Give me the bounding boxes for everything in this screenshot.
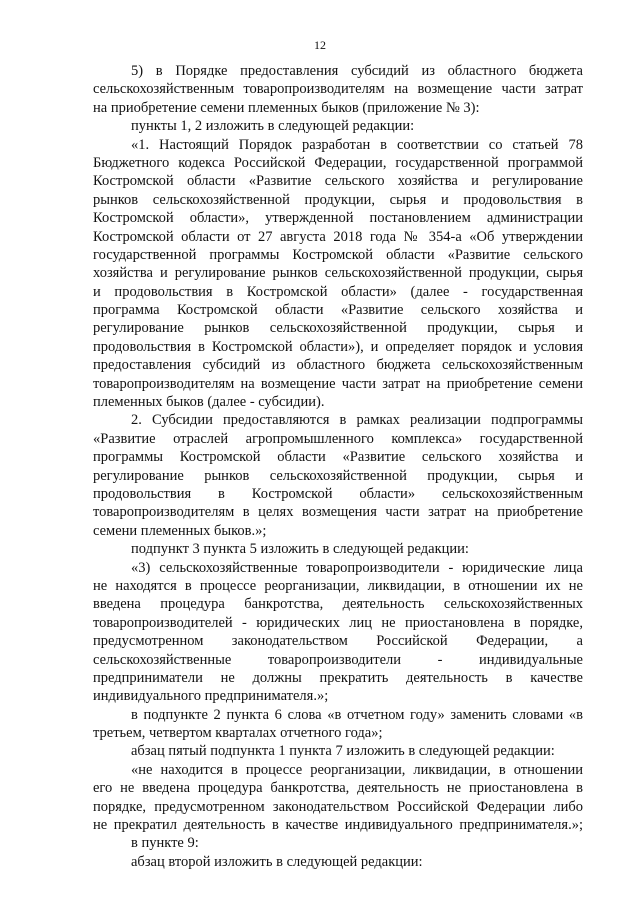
text-line: не находятся в процессе реорганизации, ликвидации, в отношении их не — [93, 577, 583, 594]
text-line: «1. Настоящий Порядок разработан в соответствии со статьей 78 — [131, 136, 583, 153]
text-line: 2. Субсидии предоставляются в рамках реализации подпрограммы — [131, 412, 583, 429]
text-line: товаропроизводителям в целях возмещения части затрат на приобретение — [93, 504, 583, 521]
text-line: в подпункте 2 пункта 6 слова «в отчетном году» заменить словами «в — [131, 706, 583, 723]
text-line: индивидуального предпринимателя.»; — [93, 688, 329, 705]
text-line: регулирование рынков сельскохозяйственной продукции, сырья и — [93, 467, 583, 484]
text-line: регулирование рынков сельскохозяйственной продукции, сырья и — [93, 320, 583, 337]
text-line: 5) в Порядке предоставления субсидий из областного бюджета — [131, 63, 583, 79]
text-line: подпункт 3 пункта 5 изложить в следующей редакции: — [131, 541, 469, 558]
text-line: введена процедура банкротства, деятельность сельскохозяйственных — [93, 596, 583, 613]
text-line: продовольствия в Костромской области»), и определяет порядок и условия — [93, 338, 583, 355]
text-line: Костромской области», утвержденной постановлением администрации — [93, 210, 583, 227]
text-line: порядке, предусмотренном законодательством Российской Федерации либо — [93, 798, 583, 815]
text-line: Костромской области «Развитие сельского хозяйства и регулирование — [93, 173, 583, 190]
text-line: «не находится в процессе реорганизации, ликвидации, в отношении — [131, 761, 583, 778]
text-line: «Развитие отраслей агропромышленного комплекса» государственной — [93, 430, 583, 447]
text-line: товаропроизводителей - юридических лиц не приостановлена в порядке, — [93, 614, 583, 631]
text-line: предоставления субсидий из областного бюджета сельскохозяйственным — [93, 357, 583, 374]
text-line: сельскохозяйственным товаропроизводителям на возмещение части затрат — [93, 81, 583, 98]
text-line: товаропроизводителям на возмещение части затрат на приобретение семени — [93, 375, 583, 392]
text-line: сельскохозяйственные товаропроизводители - индивидуальные — [93, 651, 583, 668]
text-line: Бюджетного кодекса Российской Федерации, государственной программой — [93, 154, 583, 171]
text-line: Костромской области от 27 августа 2018 года № 354-а «Об утверждении — [93, 228, 583, 245]
text-line: третьем, четвертом кварталах отчетного года»; — [93, 725, 383, 742]
text-line: семени племенных быков.»; — [93, 522, 267, 539]
text-line: хозяйства и регулирование рынков сельскохозяйственной продукции, сырья — [93, 265, 583, 282]
page-number: 12 — [314, 38, 326, 52]
text-line: «3) сельскохозяйственные товаропроизводители - юридические лица — [131, 559, 583, 576]
text-line: предусмотренном законодательством Российской Федерации, а — [93, 633, 583, 650]
text-line: племенных быков (далее - субсидии). — [93, 394, 325, 411]
text-line: программы Костромской области «Развитие сельского хозяйства и — [93, 449, 583, 466]
text-line: его не введена процедура банкротства, деятельность не приостановлена в — [93, 780, 583, 797]
text-line: рынков сельскохозяйственной продукции, сырья и продовольствия в — [93, 191, 583, 208]
text-line: абзац пятый подпункта 1 пункта 7 изложить в следующей редакции: — [131, 743, 555, 760]
text-line: пункты 1, 2 изложить в следующей редакции: — [131, 118, 415, 135]
text-line: государственной программы Костромской области «Развитие сельского — [93, 246, 583, 263]
text-line: на приобретение семени племенных быков (приложение № 3): — [93, 99, 480, 116]
text-line: программа Костромской области «Развитие сельского хозяйства и — [93, 302, 583, 319]
text-line: продовольствия в Костромской области» сельскохозяйственным — [93, 485, 583, 502]
text-line: абзац второй изложить в следующей редакции: — [131, 853, 423, 870]
text-line: не прекратил деятельность в качестве индивидуального предпринимателя.»; — [93, 817, 583, 834]
document-body — [93, 62, 583, 871]
text-line: в пункте 9: — [131, 835, 199, 852]
text-line: предприниматели не должны прекратить деятельность в качестве — [93, 669, 583, 686]
text-line: и продовольствия в Костромской области» (далее - государственная — [93, 283, 583, 300]
